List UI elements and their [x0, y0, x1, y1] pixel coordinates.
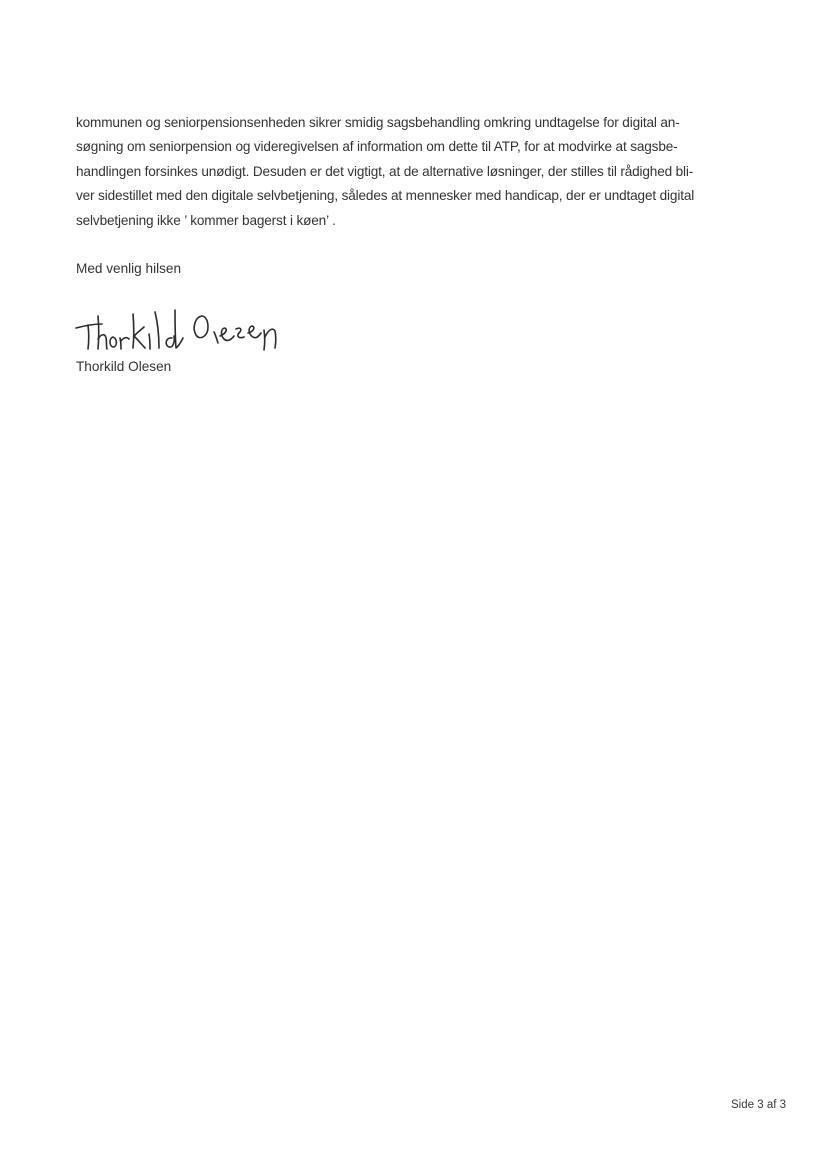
body-line-5: selvbetjening ikke ’ kommer bagerst i køen’ . [76, 212, 336, 228]
body-line-4: ver sidestillet med den digitale selvbetjening, således at mennesker med handicap, der er undtaget digital [76, 188, 695, 204]
signature-icon [68, 296, 282, 362]
body-line-2: søgning om seniorpension og videregivelsen af information om dette til ATP, for at modvirke at sagsbe- [76, 139, 678, 155]
page-number: Side 3 af 3 [731, 1099, 786, 1111]
body-line-1: kommunen og seniorpensionsenheden sikrer smidig sagsbehandling omkring undtagelse for digital an- [76, 115, 680, 130]
signer-name: Thorkild Olesen [76, 359, 172, 374]
body-line-3: handlingen forsinkes unødigt. Desuden er det vigtigt, at de alternative løsninger, der stilles til rådighed bli- [76, 163, 694, 179]
letter-body [76, 111, 744, 233]
closing-greeting: Med venlig hilsen [76, 261, 182, 276]
